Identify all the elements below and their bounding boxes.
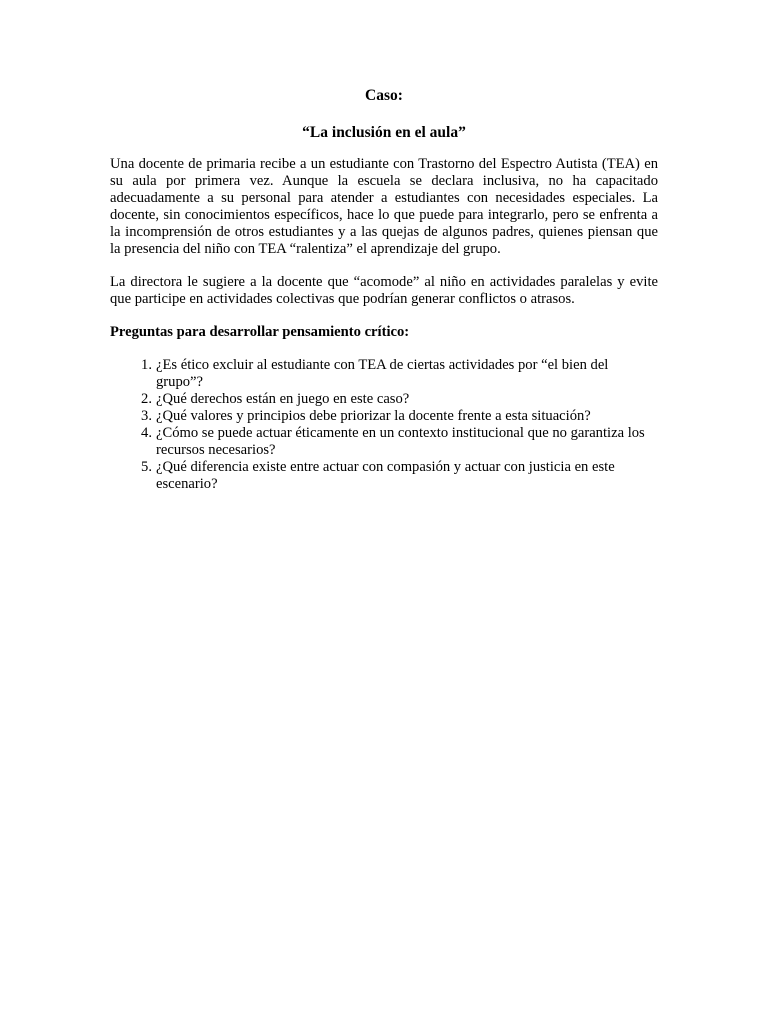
document-subtitle: “La inclusión en el aula” xyxy=(302,124,466,141)
question-number: 3. xyxy=(141,408,152,424)
question-item xyxy=(141,425,658,459)
question-text: ¿Qué derechos están en juego en este caso? xyxy=(156,391,410,407)
question-number: 4. xyxy=(141,425,152,441)
question-number: 2. xyxy=(141,391,152,407)
document-page xyxy=(110,87,658,493)
question-item xyxy=(141,391,658,408)
case-paragraph-1: Una docente de primaria recibe a un estudiante con Trastorno del Espectro Autista (TEA) en su aula por primera vez. Aunque la escuela se declara inclusiva, no ha capacitado adecuadamente a su personal para atender a estudiantes con necesidades especiales. La docente, sin conocimientos específicos, hace lo que puede para integrarlo, pero se enfrenta a la incomprensión de otros estudiantes y a las quejas de algunos padres, quienes piensan que la presencia del niño con TEA “ralentiza” el aprendizaje del grupo. xyxy=(110,156,658,257)
question-text: ¿Es ético excluir al estudiante con TEA de ciertas actividades por “el bien del grupo”? xyxy=(156,357,609,390)
question-item xyxy=(141,408,658,425)
document-title: Caso: xyxy=(365,87,403,104)
question-text: ¿Qué diferencia existe entre actuar con compasión y actuar con justicia en este escenario? xyxy=(156,459,615,492)
question-text: ¿Qué valores y principios debe priorizar la docente frente a esta situación? xyxy=(156,408,591,424)
questions-heading: Preguntas para desarrollar pensamiento crítico: xyxy=(110,324,410,340)
question-item xyxy=(141,459,658,493)
case-paragraph-2: La directora le sugiere a la docente que “acomode” al niño en actividades paralelas y evite que participe en actividades colectivas que podrían generar conflictos o atrasos. xyxy=(110,274,658,307)
question-number: 1. xyxy=(141,357,152,373)
question-text: ¿Cómo se puede actuar éticamente en un contexto institucional que no garantiza los recursos necesarios? xyxy=(156,425,645,458)
question-item xyxy=(141,357,658,391)
questions-list xyxy=(110,357,658,493)
question-number: 5. xyxy=(141,459,152,475)
